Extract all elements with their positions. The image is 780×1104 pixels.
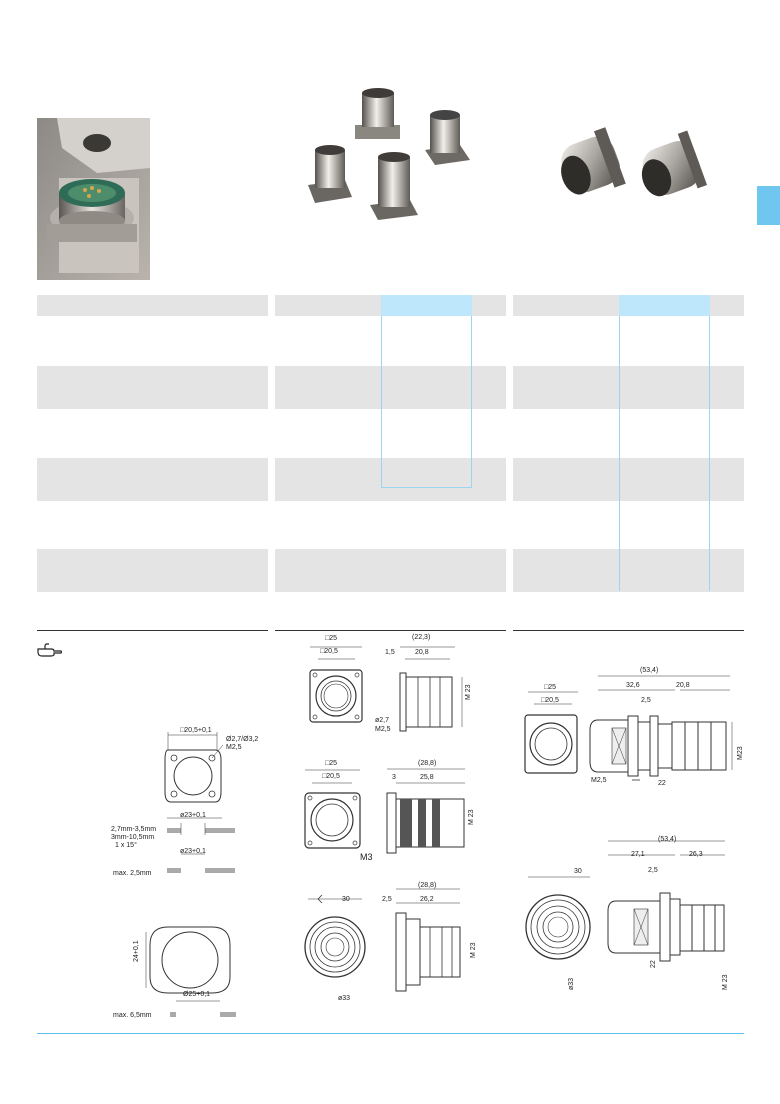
product-photo-panel-mount bbox=[37, 118, 150, 280]
table-row-left-4 bbox=[37, 458, 268, 501]
dim-271-e: 27,1 bbox=[631, 851, 645, 858]
pointing-hand-icon bbox=[37, 643, 63, 657]
dim-sq205-d: □20,5 bbox=[541, 697, 559, 704]
dim-screw-a: M2,5 bbox=[375, 726, 391, 733]
dim-max-panel-b: max. 6,5mm bbox=[113, 1012, 152, 1019]
dim-thread-d: M23 bbox=[737, 746, 744, 760]
dim-max-panel-a: max. 2,5mm bbox=[113, 870, 152, 877]
dim-screw-b: M3 bbox=[360, 852, 373, 862]
section-rule-left bbox=[37, 630, 268, 631]
dim-wrench-e: 30 bbox=[574, 868, 582, 875]
product-photo-bulkhead-connectors bbox=[545, 115, 725, 215]
dim-screw-thread: M2,5 bbox=[226, 744, 242, 751]
dim-body-b: 25,8 bbox=[420, 774, 434, 781]
section-tab bbox=[757, 186, 780, 225]
dim-round-hole-b: ø23+0,1 bbox=[180, 848, 206, 855]
dim-square-cutout: □20,5+0,1 bbox=[180, 727, 212, 734]
dim-thread-a: M 23 bbox=[465, 684, 472, 700]
highlight-border-left-right bbox=[619, 316, 620, 591]
dim-wrench-c: 30 bbox=[342, 896, 350, 903]
dim-sq205-b: □20,5 bbox=[322, 773, 340, 780]
dim-thread-b: M 23 bbox=[468, 809, 475, 825]
dim-round-side: 24+0,1 bbox=[133, 940, 140, 962]
section-rule-middle bbox=[275, 630, 506, 631]
dim-body-c: 26,2 bbox=[420, 896, 434, 903]
dim-total-c: (28,8) bbox=[418, 882, 437, 889]
dim-thread-e: M 23 bbox=[722, 974, 729, 990]
table-row-left-2 bbox=[37, 366, 268, 409]
dim-chamfer: 1 x 15° bbox=[115, 842, 137, 849]
highlight-border-right-right bbox=[709, 316, 710, 591]
drawing-bulkhead-round bbox=[520, 835, 742, 995]
drawing-receptacle-m3 bbox=[300, 755, 480, 865]
dim-wrench-d: 22 bbox=[658, 780, 666, 787]
drawing-panel-cutout-round bbox=[140, 915, 240, 1025]
dim-total-a: (22,3) bbox=[412, 634, 431, 641]
dim-208-d: 20,8 bbox=[676, 682, 690, 689]
dim-dia-e: ø33 bbox=[568, 977, 575, 990]
table-row-left-6 bbox=[37, 549, 268, 592]
dim-sq25-d: □25 bbox=[544, 684, 557, 691]
drawing-receptacle-nut bbox=[300, 875, 480, 1005]
highlight-border-right-mid bbox=[471, 316, 472, 488]
dim-25-d: 2,5 bbox=[641, 697, 651, 704]
table-header-middle-highlight bbox=[381, 295, 472, 316]
product-photo-receptacles bbox=[300, 85, 490, 220]
dim-total-d: (53,4) bbox=[640, 667, 659, 674]
table-header-left bbox=[37, 295, 268, 316]
dim-panel-range-1: 2,7mm-3,5mm bbox=[111, 826, 157, 833]
dim-round-hole-a: ø23+0,1 bbox=[180, 812, 206, 819]
dim-flange-c: 2,5 bbox=[382, 896, 392, 903]
dim-flange-a: 1,5 bbox=[385, 649, 395, 656]
table-row-middle-6 bbox=[275, 549, 506, 592]
dim-total-b: (28,8) bbox=[418, 760, 437, 767]
dim-sq25-a: □25 bbox=[325, 635, 338, 642]
dim-total-e: (53,4) bbox=[658, 836, 677, 843]
dim-panel-range-2: 3mm-10,5mm bbox=[111, 834, 155, 841]
highlight-border-bottom-mid bbox=[381, 487, 472, 488]
dim-hole-diameters: Ø2,7/Ø3,2 bbox=[226, 736, 259, 743]
dim-hole-a: ø2,7 bbox=[375, 717, 390, 724]
dim-wrench2-e: 22 bbox=[650, 960, 657, 968]
dim-25-e: 2,5 bbox=[648, 867, 658, 874]
dim-dia-c: ø33 bbox=[338, 995, 351, 1002]
dim-sq25-b: □25 bbox=[325, 760, 338, 767]
table-header-right-highlight bbox=[619, 295, 710, 316]
dim-flange-b: 3 bbox=[392, 774, 396, 781]
dim-thread-c: M 23 bbox=[470, 942, 477, 958]
dim-326-d: 32,6 bbox=[626, 682, 640, 689]
dim-round-hole: Ø25+0,1 bbox=[183, 991, 211, 998]
footer-rule bbox=[37, 1033, 744, 1034]
dim-263-e: 26,3 bbox=[689, 851, 703, 858]
highlight-border-left-mid bbox=[381, 316, 382, 488]
dim-screw-d: M2,5 bbox=[591, 777, 607, 784]
dim-sq205-a: □20,5 bbox=[320, 648, 338, 655]
section-rule-right bbox=[513, 630, 744, 631]
dim-body-a: 20,8 bbox=[415, 649, 429, 656]
